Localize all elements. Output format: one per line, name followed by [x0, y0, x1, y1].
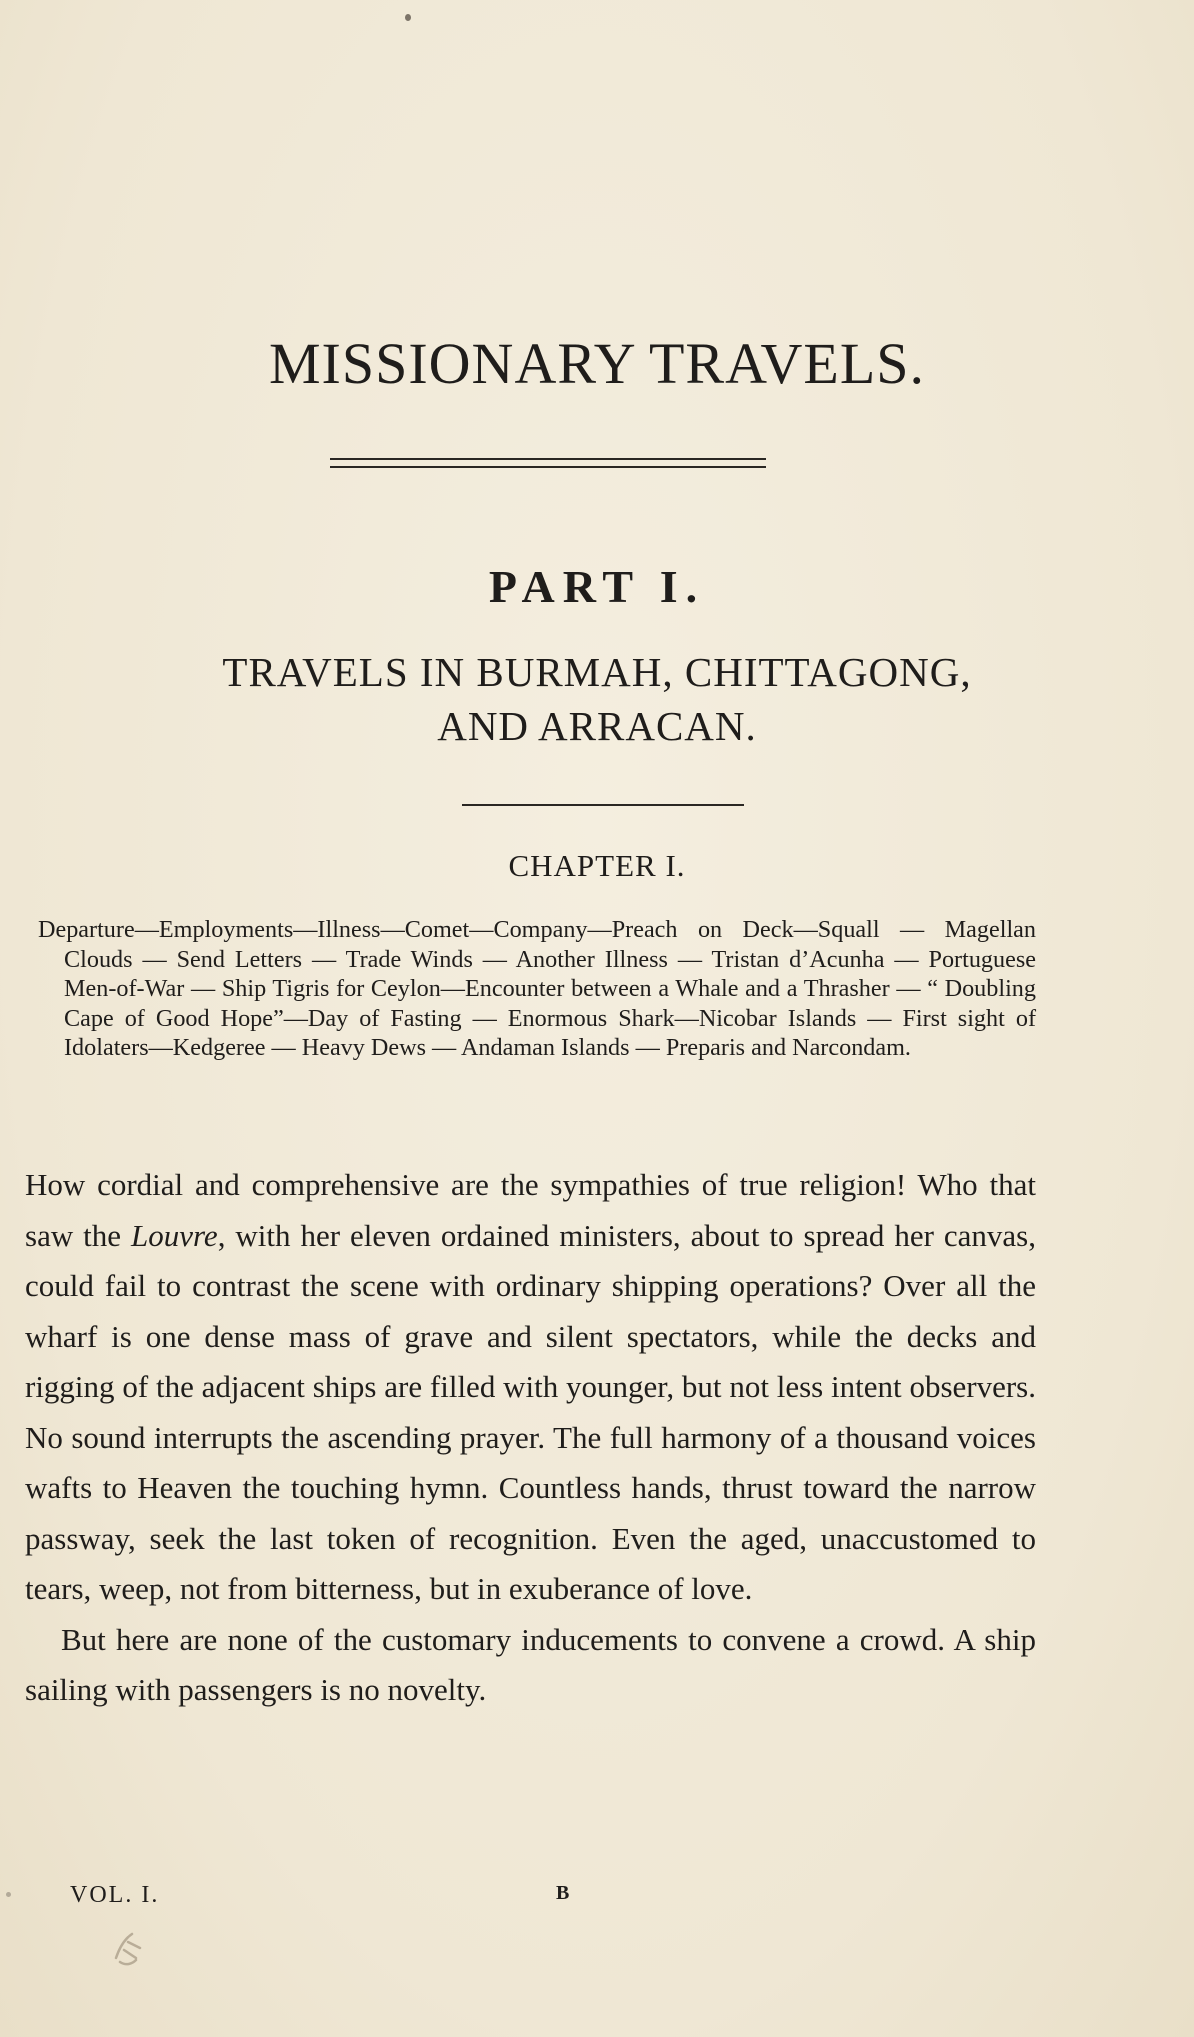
double-rule-divider [330, 458, 766, 468]
ink-mark-icon [110, 1928, 146, 1968]
paragraph-2: But here are none of the customary inducements to convene a crowd. A ship sailing with passengers is no novelty. [25, 1621, 1036, 1707]
paragraph-1 [25, 1160, 1036, 1615]
subtitle-line-1: TRAVELS IN BURMAH, CHITTAGONG, [222, 649, 972, 695]
book-title: MISSIONARY TRAVELS. [268, 331, 926, 396]
footer-signature-mark: B [556, 1882, 570, 1904]
body-text [25, 1160, 1036, 1716]
single-rule-divider [462, 804, 744, 806]
paragraph-1-rest: , with her eleven ordained ministers, about to spread her canvas, could fail to contrast the scene with ordinary shipping operations? Over all the wharf is one dense mass of grave and silent spectators, while the decks and rigging of the adjacent ships are filled with younger, but not less intent observers. No sound interrupts the ascending prayer. The full harmony of a thousand voices wafts to Heaven the touching hymn. Countless hands, thrust toward the narrow passway, seek the last token of recognition. Even the aged, unaccustomed to tears, weep, not from bitterness, but in exuberance of love. [25, 1217, 1036, 1606]
part-subtitle [0, 645, 1194, 753]
part-heading: PART I. [488, 561, 706, 612]
chapter-synopsis: Departure—Employments—Illness—Comet—Company—Preach on Deck—Squall — Magellan Clouds — Send Letters — Trade Winds — Another Illness — Tristan d’Acunha — Portuguese Men-of-War — Ship Tigris for Ceylon—Encounter between a Whale and a Thrasher — “ Doubling Cape of Good Hope”—Day of Fasting — Enormous Shark—Nicobar Islands — First sight of Idolaters—Kedgeree — Heavy Dews — Andaman Islands — Preparis and Narcondam. [38, 916, 1036, 1061]
paper-speck [405, 14, 411, 21]
footer-volume: VOL. I. [70, 1882, 160, 1908]
chapter-heading: CHAPTER I. [508, 848, 686, 883]
ship-name: Louvre [131, 1217, 218, 1253]
paragraph-1-start: How cordial and comprehensive are the sympathies of true religion! Who that saw the [25, 1167, 1036, 1253]
subtitle-line-2: AND ARRACAN. [437, 703, 757, 749]
paper-speck [6, 1892, 11, 1897]
